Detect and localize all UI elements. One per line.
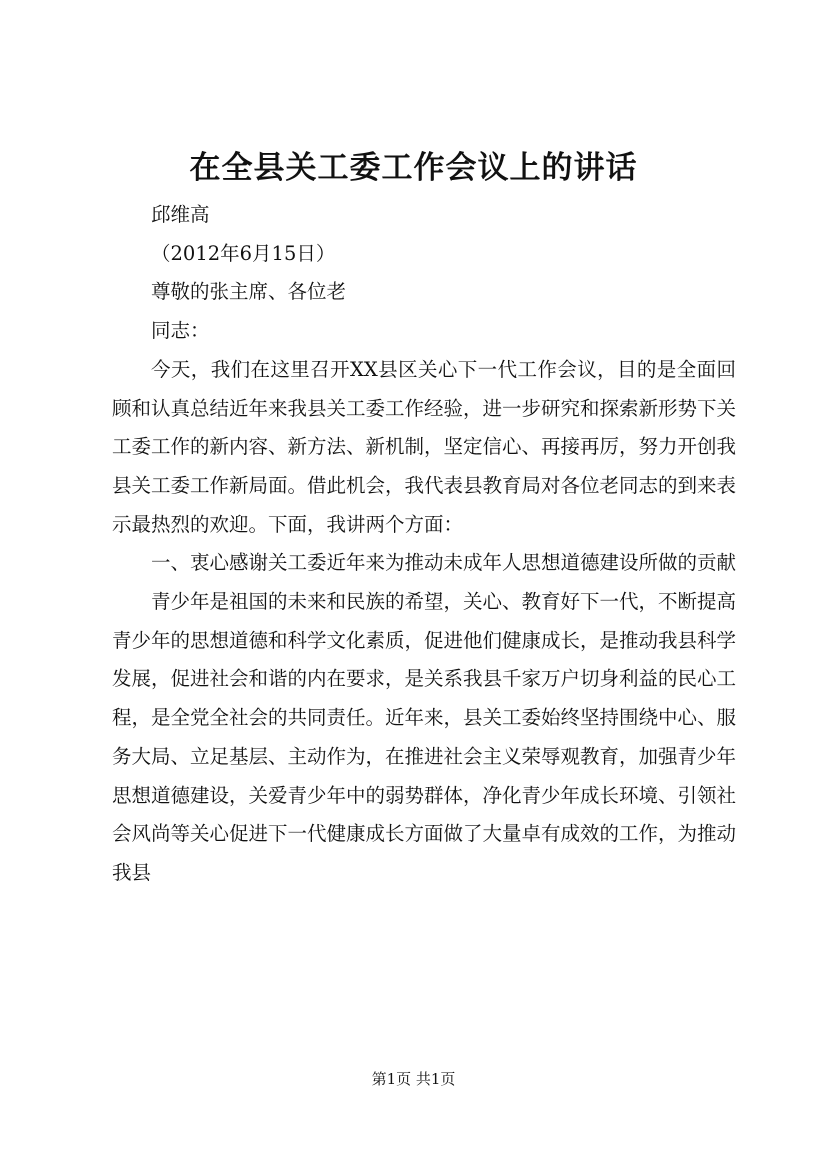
paragraph-youth: 青少年是祖国的未来和民族的希望，关心、教育好下一代，不断提高青少年的思想道德和科学文化素质，促进他们健康成长，是推动我县科学发展，促进社会和谐的内在要求，是关系我县千家万户切身利益的民心工程，是全党全社会的共同责任。近年来，县关工委始终坚持围绕中心、服务大局、立足基层、主动作为，在推进社会主义荣辱观教育，加强青少年思想道德建设，关爱青少年中的弱势群体，净化青少年成长环境、引领社会风尚等关心促进下一代健康成长方面做了大量卓有成效的工作，为推动我县 — [112, 590, 737, 884]
salutation-line: 尊敬的张主席、各位老 — [151, 280, 347, 304]
salutation-continued: 同志： — [151, 319, 210, 343]
document-body — [112, 196, 736, 893]
document-title: 在全县关工委工作会议上的讲话 — [189, 150, 638, 186]
page-footer: 第1页 共1页 — [371, 1070, 456, 1088]
author-line: 邱维高 — [151, 203, 210, 226]
section-heading-1: 一、衷心感谢关工委近年来为推动未成年人思想道德建设所做的贡献 — [151, 551, 737, 575]
date-line: （2012年6月15日） — [151, 241, 336, 265]
paragraph-opening: 今天，我们在这里召开XX县区关心下一代工作会议，目的是全面回顾和认真总结近年来我县关工委工作经验，进一步研究和探索新形势下关工委工作的新内容、新方法、新机制，坚定信心、再接再厉，努力开创我县关工委工作新局面。借此机会，我代表县教育局对各位老同志的到来表示最热烈的欢迎。下面，我讲两个方面： — [112, 357, 737, 536]
